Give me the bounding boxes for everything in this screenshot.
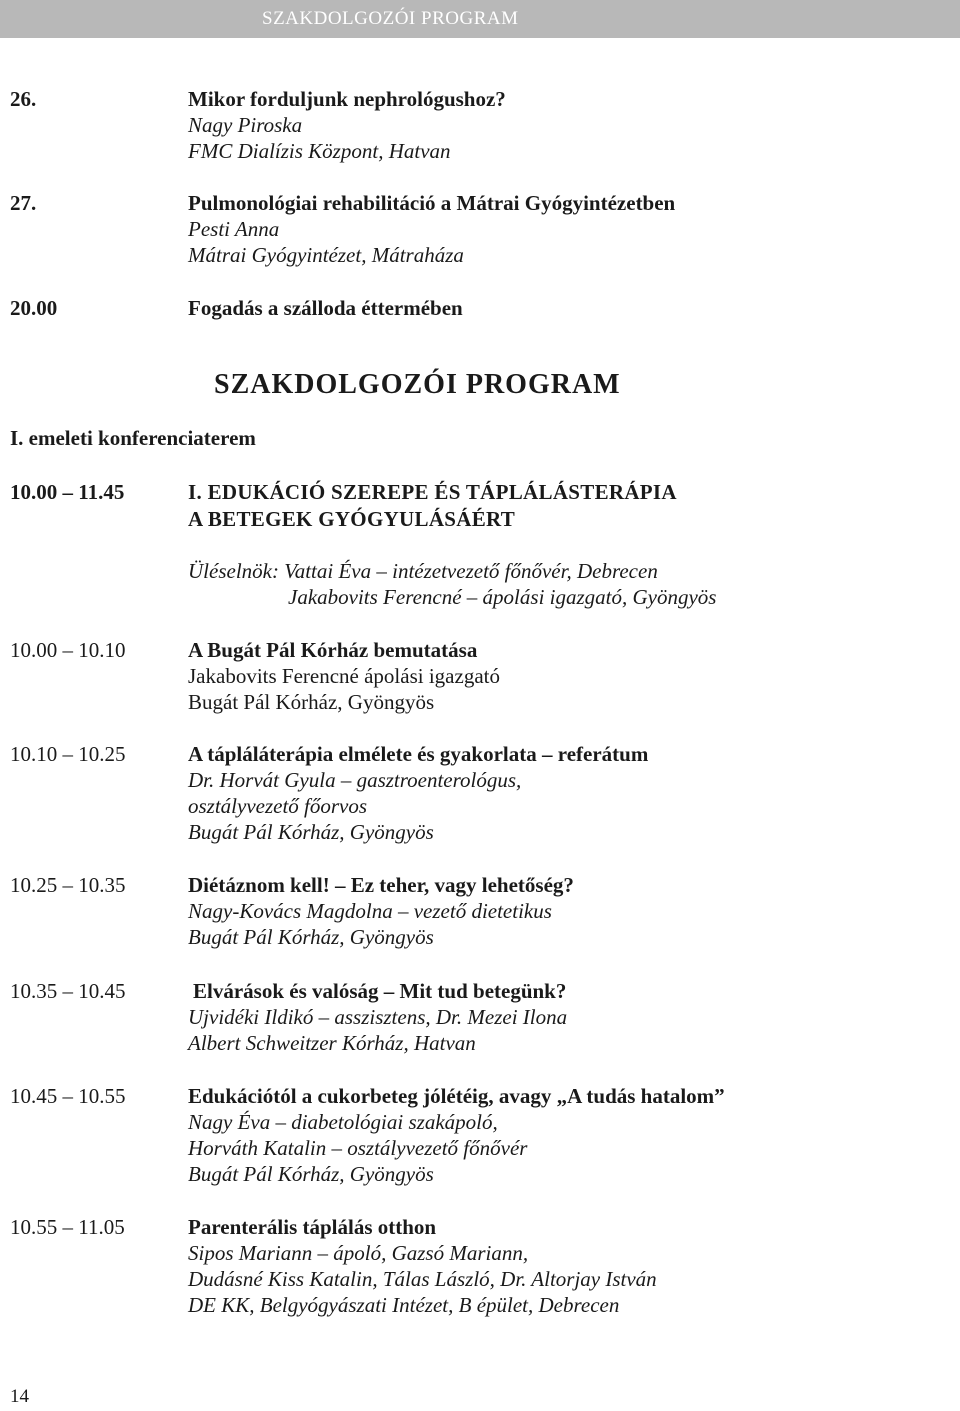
talk-time: 10.45 – 10.55 xyxy=(10,1084,126,1108)
page-number: 14 xyxy=(10,1386,29,1407)
header-bar xyxy=(0,0,960,38)
talk-line: Bugát Pál Kórház, Gyöngyös xyxy=(188,690,435,714)
talk-title: Edukációtól a cukorbeteg jólétéig, avagy „A tudás hatalom” xyxy=(188,1084,725,1108)
section-title: SZAKDOLGOZÓI PROGRAM xyxy=(214,369,621,400)
talk-title: Diétáznom kell! – Ez teher, vagy lehetőség? xyxy=(188,873,574,897)
item-number: 27. xyxy=(10,191,37,215)
item-affiliation: Mátrai Gyógyintézet, Mátraháza xyxy=(188,243,464,267)
session-title-line1: I. EDUKÁCIÓ SZEREPE ÉS TÁPLÁLÁSTERÁPIA xyxy=(188,480,677,504)
talk-title: Parenterális táplálás otthon xyxy=(188,1215,437,1239)
talk-line: Jakabovits Ferencné ápolási igazgató xyxy=(188,664,500,688)
talk-line: Nagy Éva – diabetológiai szakápoló, xyxy=(188,1110,498,1134)
room-label: I. emeleti konferenciaterem xyxy=(10,426,256,450)
reception-time: 20.00 xyxy=(10,296,58,320)
talk-line: Ujvidéki Ildikó – asszisztens, Dr. Mezei Ilona xyxy=(188,1005,568,1029)
talk-line: DE KK, Belgyógyászati Intézet, B épület, Debrecen xyxy=(188,1293,620,1317)
session-title-line2: A BETEGEK GYÓGYULÁSÁÉRT xyxy=(188,507,516,531)
chairs-line2: Jakabovits Ferencné – ápolási igazgató, Gyöngyös xyxy=(288,585,717,609)
talk-line: Bugát Pál Kórház, Gyöngyös xyxy=(188,1162,434,1186)
item-affiliation: FMC Dialízis Központ, Hatvan xyxy=(188,139,451,163)
reception-title: Fogadás a szálloda éttermében xyxy=(188,296,463,320)
item-speaker: Pesti Anna xyxy=(188,217,280,241)
talk-time: 10.10 – 10.25 xyxy=(10,742,126,766)
item-speaker: Nagy Piroska xyxy=(188,113,303,137)
talk-line: Horváth Katalin – osztályvezető főnővér xyxy=(188,1136,528,1160)
talk-time: 10.35 – 10.45 xyxy=(10,979,126,1003)
session-time: 10.00 – 11.45 xyxy=(10,480,125,504)
item-number: 26. xyxy=(10,87,37,111)
talk-time: 10.00 – 10.10 xyxy=(10,638,126,662)
talk-title: Elvárások és valóság – Mit tud betegünk? xyxy=(193,979,567,1003)
talk-title: A tápláláterápia elmélete és gyakorlata – referátum xyxy=(188,742,649,766)
talk-line: Bugát Pál Kórház, Gyöngyös xyxy=(188,820,434,844)
talk-time: 10.55 – 11.05 xyxy=(10,1215,125,1239)
talk-line: Dudásné Kiss Katalin, Tálas László, Dr. Altorjay István xyxy=(188,1267,657,1291)
talk-line: Dr. Horvát Gyula – gasztroenterológus, xyxy=(188,768,522,792)
talk-line: Albert Schweitzer Kórház, Hatvan xyxy=(188,1031,476,1055)
item-title: Mikor forduljunk nephrológushoz? xyxy=(188,87,506,111)
talk-time: 10.25 – 10.35 xyxy=(10,873,126,897)
talk-title: A Bugát Pál Kórház bemutatása xyxy=(188,638,478,662)
talk-line: osztályvezető főorvos xyxy=(188,794,368,818)
talk-line: Nagy-Kovács Magdolna – vezető dietetikus xyxy=(188,899,552,923)
header-title: SZAKDOLGOZÓI PROGRAM xyxy=(262,8,519,29)
chairs-line1: Üléselnök: Vattai Éva – intézetvezető főnővér, Debrecen xyxy=(188,559,658,583)
talk-line: Sipos Mariann – ápoló, Gazsó Mariann, xyxy=(188,1241,529,1265)
item-title: Pulmonológiai rehabilitáció a Mátrai Gyógyintézetben xyxy=(188,191,676,215)
talk-line: Bugát Pál Kórház, Gyöngyös xyxy=(188,925,434,949)
